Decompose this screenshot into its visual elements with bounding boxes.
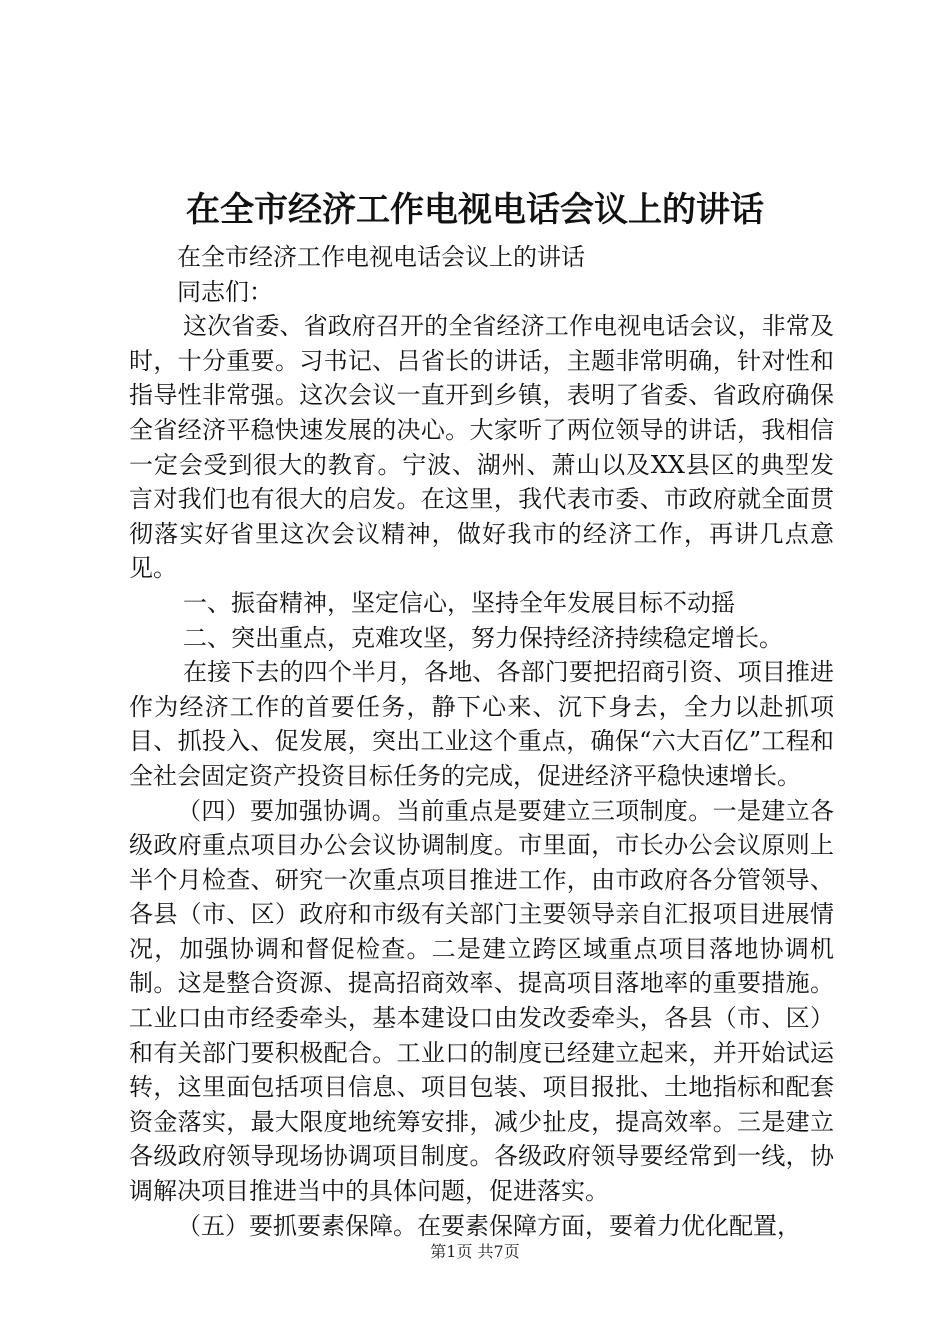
page-title: 在全市经济工作电视电话会议上的讲话	[186, 190, 764, 230]
body-paragraph: 这次省委、省政府召开的全省经济工作电视电话会议，非常及时，十分重要。习书记、吕省长的讲话，主题非常明确，针对性和指导性非常强。这次会议一直开到乡镇，表明了省委、省政府确保全省经济平稳快速发展的决心。大家听了两位领导的讲话，我相信一定会受到很大的教育。宁波、湖州、萧山以及XX县区的典型发言对我们也有很大的启发。在这里，我代表市委、市政府就全面贯彻落实好省里这次会议精神，做好我市的经济工作，再讲几点意见。	[129, 312, 834, 583]
body-paragraph: （五）要抓要素保障。在要素保障方面，要着力优化配置，	[177, 1211, 801, 1240]
subtitle-paragraph: 在全市经济工作电视电话会议上的讲话	[177, 243, 585, 271]
body-paragraph: 在接下去的四个半月，各地、各部门要把招商引资、项目推进作为经济工作的首要任务，静下心来、沉下身去，全力以赴抓项目、抓投入、促发展，突出工业这个重点，确保“六大百亿”工程和全社会固定资产投资目标任务的完成，促进经济平稳快速增长。	[129, 658, 834, 790]
salutation-paragraph: 同志们：	[177, 277, 273, 306]
page-number: 第1页 共7页	[430, 1242, 520, 1261]
body-paragraph: （四）要加强协调。当前重点是要建立三项制度。一是建立各级政府重点项目办公会议协调制度。市里面，市长办公会议原则上半个月检查、研究一次重点项目推进工作，由市政府各分管领导、各县（市、区）政府和市级有关部门主要领导亲自汇报项目进展情况，加强协调和督促检查。二是建立跨区域重点项目落地协调机制。这是整合资源、提高招商效率、提高项目落地率的重要措施。工业口由市经委牵头，基本建设口由发改委牵头，各县（市、区）和有关部门要积极配合。工业口的制度已经建立起来，并开始试运转，这里面包括项目信息、项目包装、项目报批、土地指标和配套资金落实，最大限度地统筹安排，减少扯皮，提高效率。三是建立各级政府领导现场协调项目制度。各级政府领导要经常到一线，协调解决项目推进当中的具体问题，促进落实。	[129, 796, 834, 1206]
document-body	[129, 240, 834, 1243]
section-heading-1: 一、振奋精神，坚定信心，坚持全年发展目标不动摇	[183, 588, 735, 617]
section-heading-2: 二、突出重点，克难攻坚，努力保持经济持续稳定增长。	[183, 623, 783, 652]
